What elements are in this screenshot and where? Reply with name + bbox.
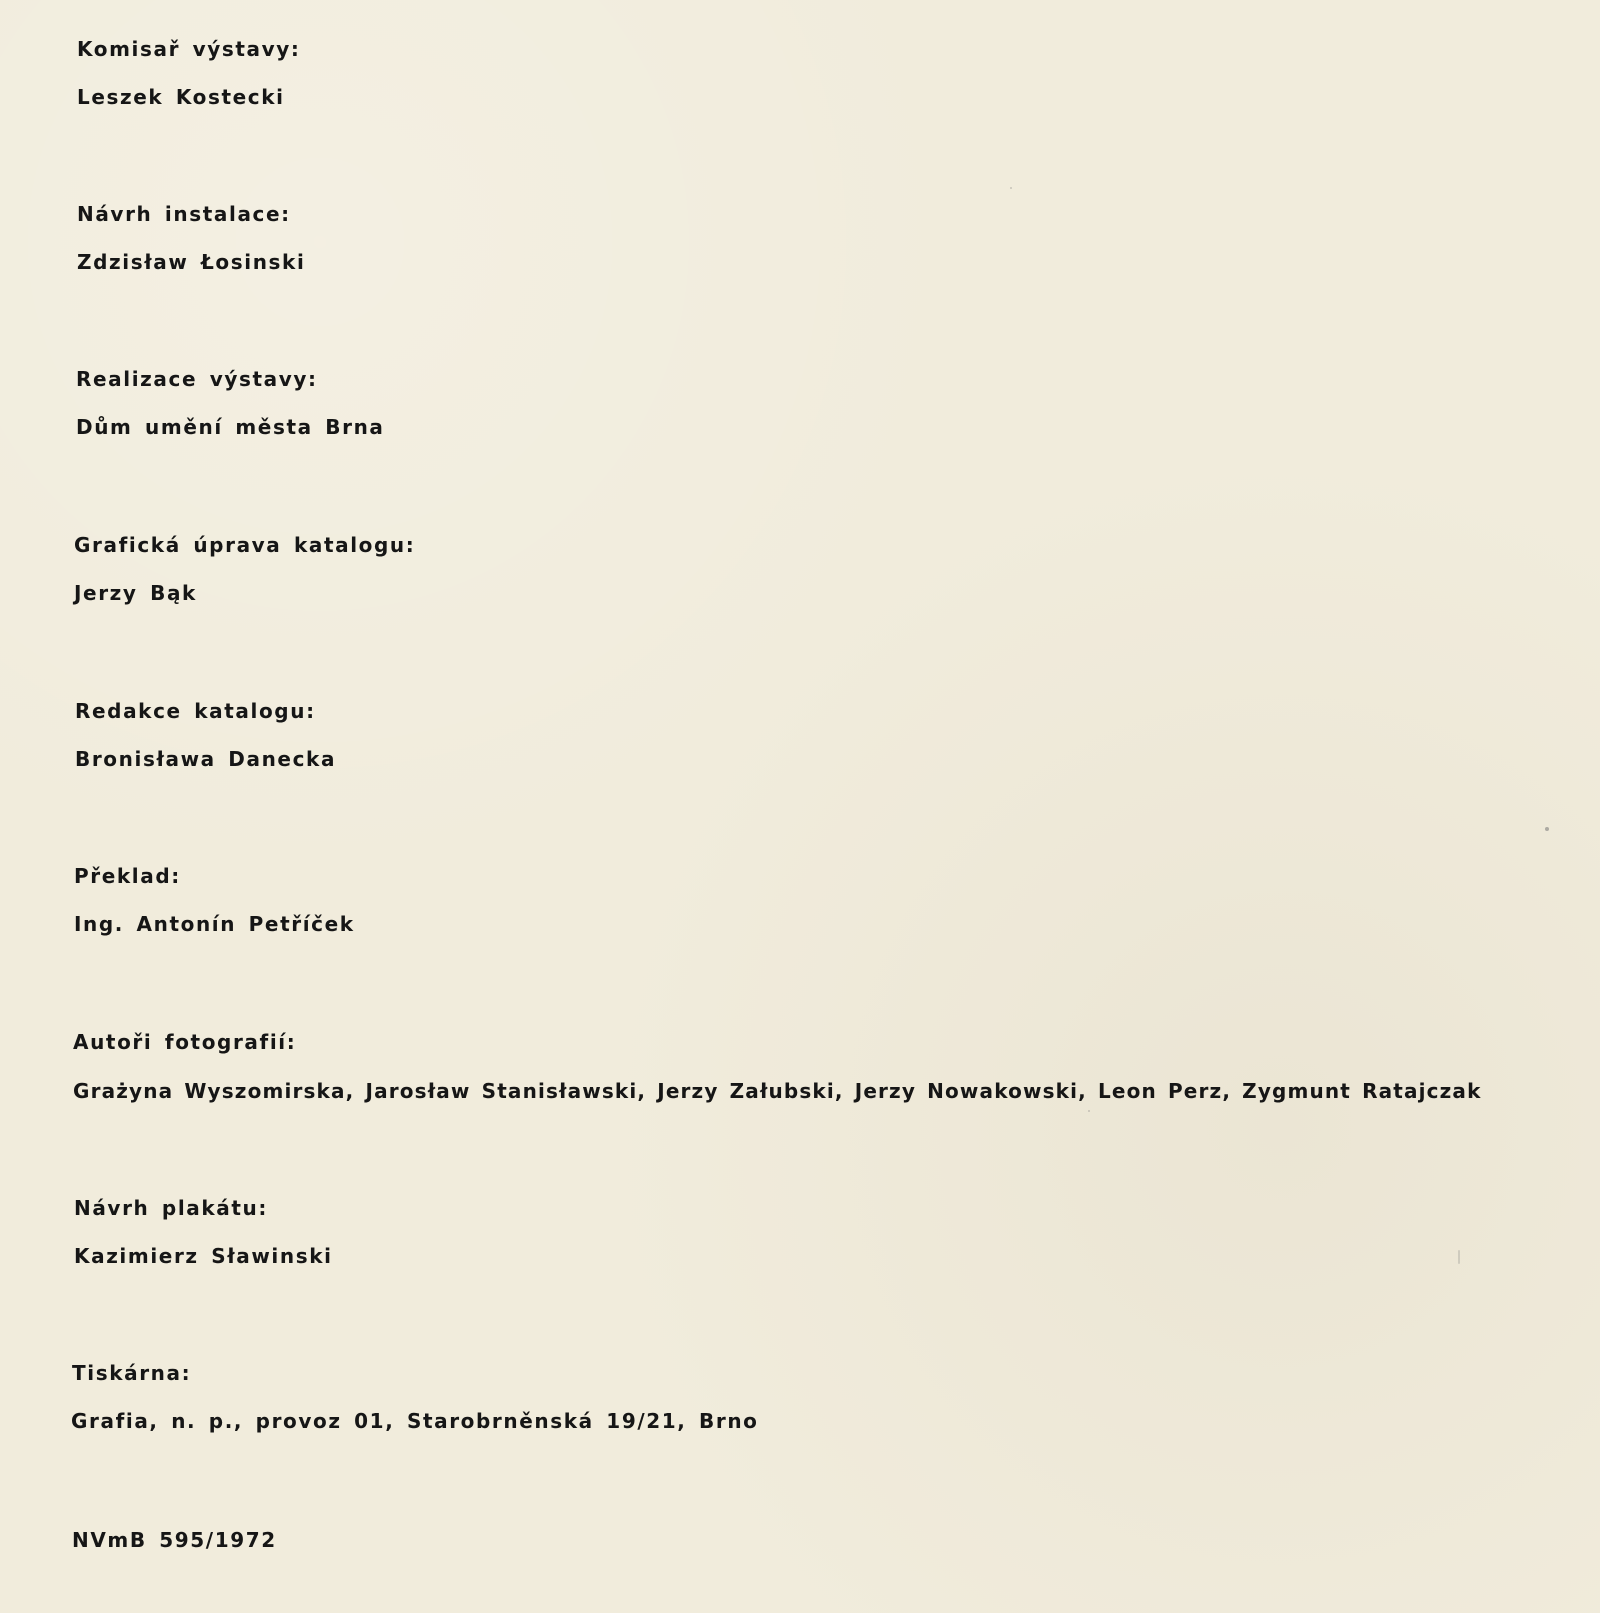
poster-label: Návrh plakátu: <box>74 1196 268 1220</box>
graphic-design-label: Grafická úprava katalogu: <box>74 533 416 557</box>
poster-name: Kazimierz Sławinski <box>74 1244 333 1268</box>
commissioner-name: Leszek Kostecki <box>77 85 285 109</box>
editing-label: Redakce katalogu: <box>75 699 316 723</box>
paper-speck <box>1545 827 1549 831</box>
graphic-design-name: Jerzy Bąk <box>74 581 197 605</box>
photographers-list: Grażyna Wyszomirska, Jarosław Stanisławski, Jerzy Załubski, Jerzy Nowakowski, Leon Perz, Zygmunt Ratajczak <box>73 1079 1482 1103</box>
registration-number: NVmB 595/1972 <box>72 1528 277 1552</box>
translation-label: Překlad: <box>74 864 181 888</box>
printer-label: Tiskárna: <box>72 1361 192 1385</box>
paper-speck <box>1088 1110 1090 1112</box>
realization-name: Dům umění města Brna <box>76 415 385 439</box>
paper-speck <box>1010 187 1012 189</box>
printer-address: Grafia, n. p., provoz 01, Starobrněnská 19/21, Brno <box>71 1409 759 1433</box>
translation-name: Ing. Antonín Petříček <box>74 912 355 936</box>
editing-name: Bronisława Danecka <box>75 747 337 771</box>
installation-label: Návrh instalace: <box>77 202 291 226</box>
commissioner-label: Komisař výstavy: <box>77 37 301 61</box>
installation-name: Zdzisław Łosinski <box>77 250 306 274</box>
photographers-label: Autoři fotografií: <box>73 1030 297 1054</box>
paper-mark <box>1458 1250 1460 1264</box>
realization-label: Realizace výstavy: <box>76 367 318 391</box>
